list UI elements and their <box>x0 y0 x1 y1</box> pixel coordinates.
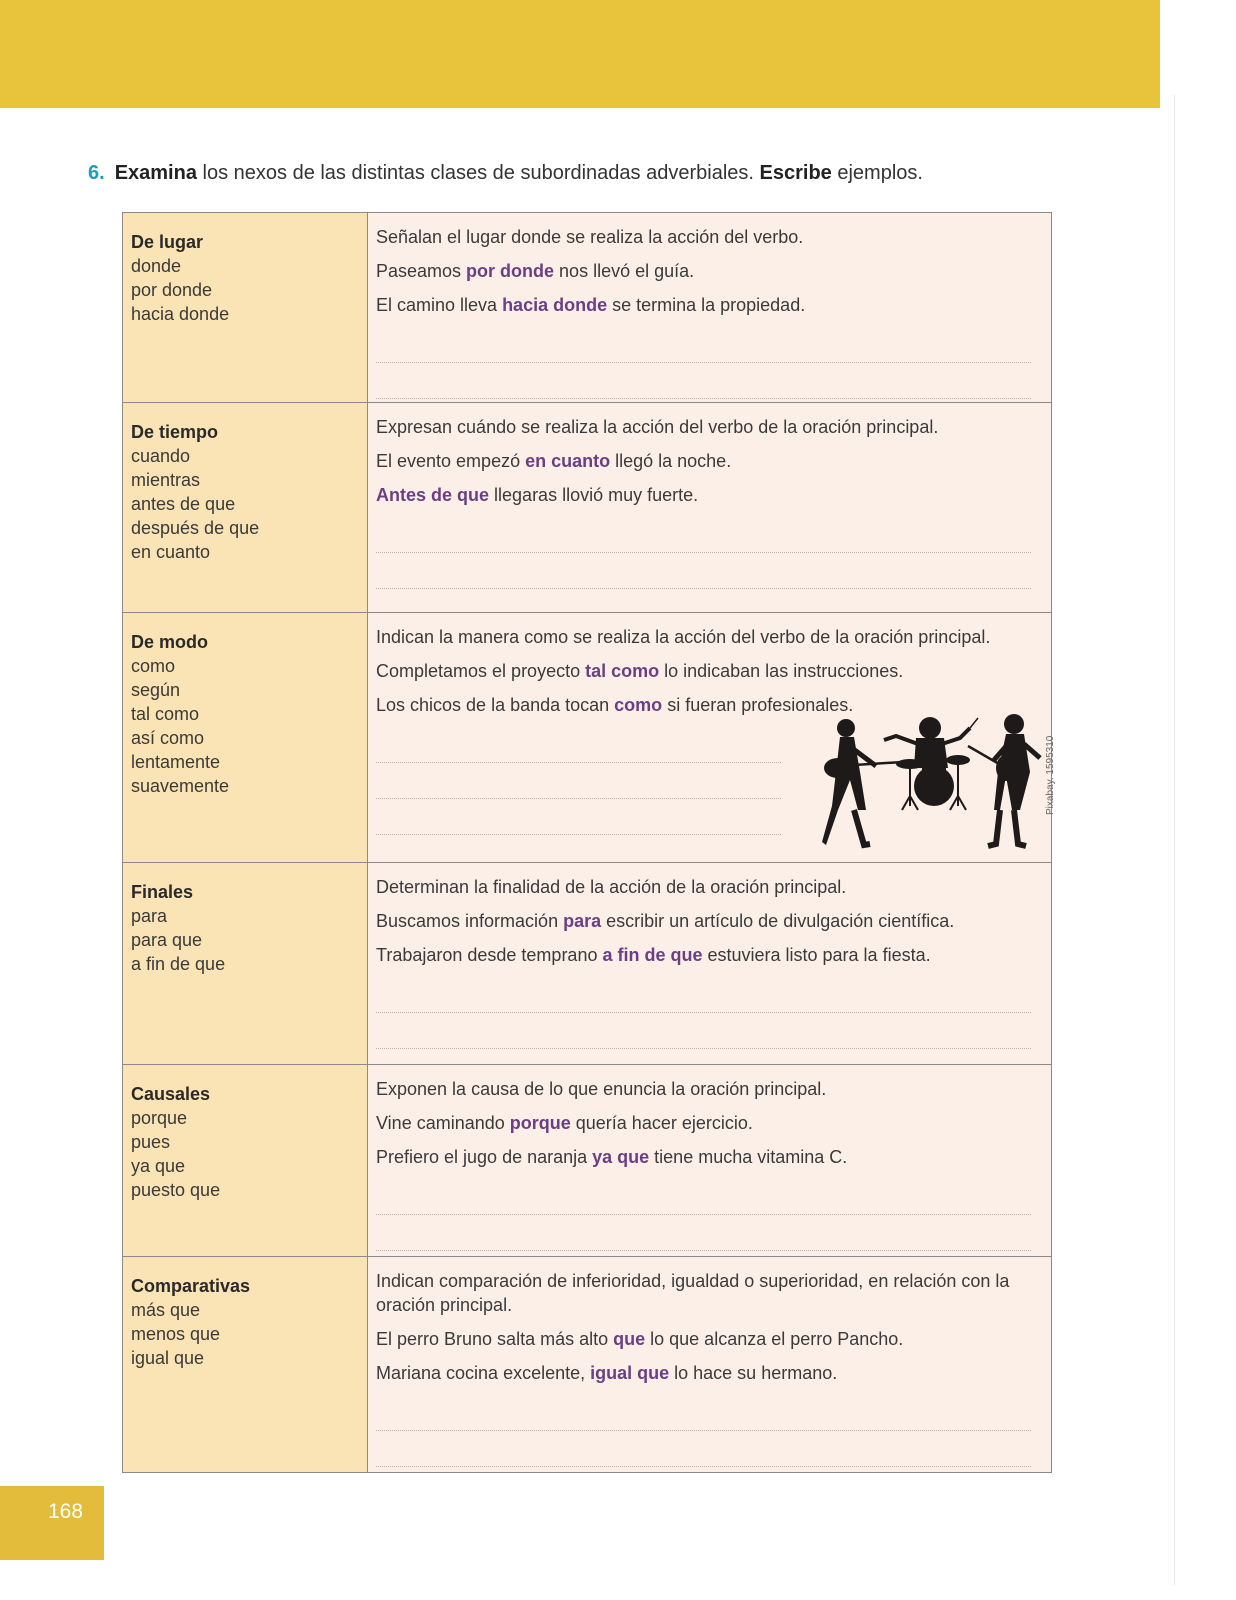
nexo-item: lentamente <box>131 752 221 772</box>
definition-text: Expresan cuándo se realiza la acción del verbo de la oración principal. <box>376 417 939 437</box>
nexo-item: según <box>131 680 181 700</box>
instruction-text: los nexos de las distintas clases de subordinadas adverbiales. <box>202 162 754 184</box>
example-sentence: Completamos el proyecto tal como lo indicaban las instrucciones. <box>376 661 904 681</box>
example-sentence: Buscamos información para escribir un artículo de divulgación científica. <box>376 911 955 931</box>
nexo-item: donde <box>131 256 182 276</box>
highlighted-nexo: ya que <box>592 1147 650 1167</box>
image-credit: Pixabay. 1595310 <box>1045 735 1056 815</box>
nexo-item: para <box>131 906 168 926</box>
nexo-item: hacia donde <box>131 304 230 324</box>
answer-line[interactable] <box>376 553 1031 589</box>
category-title: Finales <box>131 882 194 902</box>
nexo-item: cuando <box>131 446 191 466</box>
example-sentence: Paseamos por donde nos llevó el guía. <box>376 261 695 281</box>
category-cell <box>123 1257 368 1472</box>
answer-line[interactable] <box>376 1215 1031 1251</box>
nexo-item: suavemente <box>131 776 230 796</box>
answer-line[interactable] <box>376 1179 1031 1215</box>
answer-line[interactable] <box>376 327 1031 363</box>
examples-cell <box>368 403 1051 612</box>
answer-line[interactable] <box>376 727 781 763</box>
examples-cell <box>368 613 1051 862</box>
definition-text: Exponen la causa de lo que enuncia la oración principal. <box>376 1079 827 1099</box>
category-cell <box>123 403 368 612</box>
example-sentence: Antes de que llegaras llovió muy fuerte. <box>376 485 699 505</box>
nexo-item: más que <box>131 1300 201 1320</box>
nexo-item: después de que <box>131 518 260 538</box>
highlighted-nexo: como <box>614 695 663 715</box>
category-cell <box>123 613 368 862</box>
table-row-modo <box>123 613 1051 863</box>
highlighted-nexo: en cuanto <box>525 451 611 471</box>
nexo-item: pues <box>131 1132 171 1152</box>
example-sentence: Trabajaron desde temprano a fin de que estuviera listo para la fiesta. <box>376 945 931 965</box>
table-row-tiempo <box>123 403 1051 613</box>
nexo-item: antes de que <box>131 494 236 514</box>
nexo-item: igual que <box>131 1348 205 1368</box>
answer-line[interactable] <box>376 1431 1031 1467</box>
highlighted-nexo: por donde <box>466 261 555 281</box>
nexo-item: como <box>131 656 176 676</box>
example-sentence: El perro Bruno salta más alto que lo que alcanza el perro Pancho. <box>376 1329 904 1349</box>
exercise-instruction <box>88 162 1048 185</box>
category-title: Causales <box>131 1084 211 1104</box>
highlighted-nexo: tal como <box>585 661 660 681</box>
page-edge-line <box>1174 95 1175 1585</box>
answer-line[interactable] <box>376 517 1031 553</box>
highlighted-nexo: Antes de que <box>376 485 490 505</box>
highlighted-nexo: para <box>563 911 602 931</box>
examples-cell <box>368 213 1051 402</box>
highlighted-nexo: a fin de que <box>602 945 703 965</box>
highlighted-nexo: igual que <box>590 1363 670 1383</box>
definition-text: Determinan la finalidad de la acción de la oración principal. <box>376 877 847 897</box>
definition-text: Señalan el lugar donde se realiza la acción del verbo. <box>376 227 804 247</box>
rock-band-silhouette-icon <box>818 710 1043 850</box>
category-cell <box>123 1065 368 1256</box>
nexo-item: tal como <box>131 704 200 724</box>
nexo-item: puesto que <box>131 1180 221 1200</box>
examples-cell <box>368 1065 1051 1256</box>
answer-line[interactable] <box>376 799 781 835</box>
nexo-item: porque <box>131 1108 188 1128</box>
answer-line[interactable] <box>376 977 1031 1013</box>
exercise-number: 6. <box>88 162 105 184</box>
nexo-item: mientras <box>131 470 201 490</box>
nexo-item: en cuanto <box>131 542 211 562</box>
answer-line[interactable] <box>376 763 781 799</box>
example-sentence: Vine caminando porque quería hacer ejercicio. <box>376 1113 753 1133</box>
nexo-item: ya que <box>131 1156 186 1176</box>
category-cell <box>123 213 368 402</box>
nexo-item: así como <box>131 728 205 748</box>
example-sentence: Prefiero el jugo de naranja ya que tiene mucha vitamina C. <box>376 1147 848 1167</box>
table-row-finales <box>123 863 1051 1065</box>
category-title: De modo <box>131 632 209 652</box>
definition-text: Indican comparación de inferioridad, igualdad o superioridad, en relación con la oración principal. <box>376 1271 1010 1315</box>
instruction-verb-examina: Examina <box>114 162 197 184</box>
examples-cell <box>368 863 1051 1064</box>
table-row-causales <box>123 1065 1051 1257</box>
answer-line[interactable] <box>376 1395 1031 1431</box>
highlighted-nexo: hacia donde <box>502 295 608 315</box>
example-sentence: El camino lleva hacia donde se termina la propiedad. <box>376 295 806 315</box>
category-title: De lugar <box>131 232 204 252</box>
nexo-item: menos que <box>131 1324 221 1344</box>
highlighted-nexo: porque <box>509 1113 571 1133</box>
answer-line[interactable] <box>376 1013 1031 1049</box>
nexo-item: para que <box>131 930 203 950</box>
nexo-item: por donde <box>131 280 213 300</box>
answer-line[interactable] <box>376 363 1031 399</box>
category-cell <box>123 863 368 1064</box>
category-title: De tiempo <box>131 422 219 442</box>
definition-text: Indican la manera como se realiza la acción del verbo de la oración principal. <box>376 627 991 647</box>
table-row-lugar <box>123 213 1051 403</box>
category-title: Comparativas <box>131 1276 251 1296</box>
adverbial-nexus-table <box>122 212 1052 1473</box>
page-number-tab <box>0 1486 104 1560</box>
example-sentence: El evento empezó en cuanto llegó la noche. <box>376 451 732 471</box>
nexo-item: a fin de que <box>131 954 226 974</box>
page-number: 168 <box>48 1500 84 1523</box>
instruction-text-end: ejemplos. <box>837 162 923 184</box>
top-color-band <box>0 0 1160 108</box>
highlighted-nexo: que <box>613 1329 646 1349</box>
table-row-comparativas <box>123 1257 1051 1472</box>
example-sentence: Mariana cocina excelente, igual que lo hace su hermano. <box>376 1363 838 1383</box>
example-sentence: Los chicos de la banda tocan como si fueran profesionales. <box>376 695 854 715</box>
instruction-verb-escribe: Escribe <box>759 162 832 184</box>
examples-cell <box>368 1257 1051 1472</box>
